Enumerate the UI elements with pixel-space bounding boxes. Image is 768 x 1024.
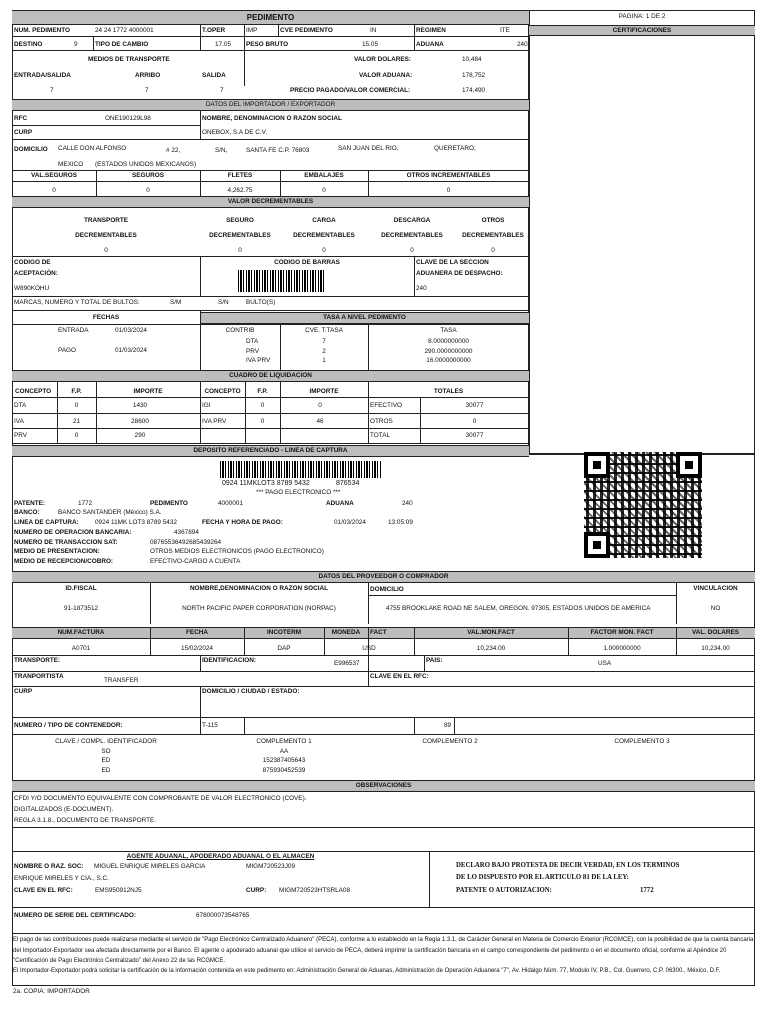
dep-aduana: 240 [402,500,413,507]
dec-v-3: 0 [410,247,414,254]
regimen-label: REGIMEN [416,27,446,34]
valor-dolares-label: VALOR DOLARES: [354,56,412,63]
tasa-r1-tasa: 290.0000000000 [424,348,473,355]
ident-comp1-1: 152387405643 [262,757,306,764]
certificaciones-frame [529,10,755,454]
destino-label: DESTINO [14,41,43,48]
transporte-label: TRANSPORTE: [14,657,61,664]
otros-incrementables-label: OTROS INCREMENTABLES [406,172,491,179]
tasa-r0-contrib: DTA [246,338,259,345]
entrada-value: 7 [50,87,54,94]
liq-h-fp2: F.P. [257,388,268,395]
dec-h1-1: SEGURO [226,217,254,224]
arribo-label: ARRIBO [135,72,161,79]
transporte-domicilio-label: DOMICILIO / CIUDAD / ESTADO: [202,688,300,695]
marcas-v1: S/M [170,299,182,306]
cve-pedimento-label: CVE PEDIMENTO [280,27,333,34]
fac-factor: 1.000000000 [603,645,641,652]
valor-aduana-label: VALOR ADUANA: [359,72,413,79]
linea-captura-barcode [220,461,382,478]
fecha-pago-value: 01/03/2024 [115,347,147,354]
regimen-value: ITE [500,27,510,34]
liq-r1-c5: 46 [316,418,324,425]
prov-nombre-label: NOMBRE,DENOMINACION O RAZON SOCIAL [189,585,329,592]
tasa-r2-tasa: 16.0000000000 [426,357,471,364]
ident-comp1-0: AA [279,748,289,755]
val-seguros-label: VAL.SEGUROS [30,172,78,179]
page-title: PEDIMENTO [246,13,295,22]
dec-h2-4: DECREMENTABLES [462,232,524,239]
precio-label: PRECIO PAGADO/VALOR COMERCIAL: [290,87,411,94]
razon-social-value: ONEBOX, S.A DE C.V. [202,129,268,136]
rfc-label: RFC [14,115,28,122]
precio-value: 174,490 [462,87,486,94]
destino-value: 9 [74,41,78,48]
dec-h1-4: OTROS [481,217,505,224]
dep-operacion-label: NUMERO DE OPERACION BANCARIA: [14,529,132,536]
identificacion-value: E996537 [334,660,360,667]
razon-social-label: NOMBRE, DENOMINACION O RAZON SOCIAL [202,115,342,122]
certificaciones-title: CERTIFICACIONES [612,27,672,34]
liq-r1-c3: IVA PRV [202,418,227,425]
prov-nombre-value: NORTH PACIFIC PAPER CORPORATION (NORPAC) [182,605,336,612]
obs-line-2: REGLA 3.1.8., DOCUMENTO DE TRANSPORTE. [14,817,157,824]
fac-incoterm: DAP [277,645,291,652]
liq-h-importe1: IMPORTE [133,388,163,395]
fac-num: A0701 [71,645,91,652]
liq-r0-c4: 0 [260,402,265,409]
agente-curp-label: CURP: [246,887,267,894]
codigo-aceptacion-label-1: CODIGO DE [14,259,51,266]
marcas-v3: BULTO(S) [246,299,276,306]
valor-dolares: 10,484 [462,56,482,63]
domicilio-ciudad: SAN JUAN DEL RIO, [338,145,399,152]
liq-r2-c2: 290 [134,432,146,439]
dep-recepcion-label: MEDIO DE RECEPCION/COBRO: [14,558,114,565]
obs-line-1: DIGITALIZADOS (E-DOCUMENT). [14,806,114,813]
dep-patente: 1772 [78,500,93,507]
liq-r0-c5: 0 [318,402,322,409]
fac-valmon: 10,234.00 [476,645,506,652]
codigo-aceptacion-value: W890KOHU [14,285,50,292]
liq-r1-c6: OTROS [370,418,393,425]
serie-certificado-value: 678000073548765 [196,912,250,919]
dep-transaccion: 08765536492685439264 [150,539,222,546]
tasa-r0-tasa: 8.0000000000 [428,338,469,345]
ident-clave-2: ED [101,767,111,774]
footer-peca-text: El pago de las contribuciones puede realizarse mediante el servicio de "Pago Electrónico Centralizado Aduanero" (PECA), conforme a lo establecido en la Regla 1.3.1. de Carácter General en Materia de Comercio Exterior (RCGMCE), con la posibilidad de que la cuenta bancaria del Importador-Exportador sea afectada directamente por el Banco. El agente o apoderado aduanal que utilice el servicio de PECA, deberá imprimir la certificación bancaria en el campo correspondiente del pedimento o en el documento oficial, conforme al Apéndice 20 "Certificación de Pago Electrónico Centralizado" del Anexo 22 de las RCGMCE. [13,937,754,965]
liq-h-concepto1: CONCEPTO [15,388,52,395]
liquidacion-title: CUADRO DE LIQUIDACION [229,372,312,379]
marcas-v2: S/N [218,299,229,306]
arribo-value: 7 [145,87,149,94]
fac-h-factor: FACTOR MON. FACT [590,629,654,636]
cve-pedimento-value: IN [370,27,377,34]
dec-h2-3: DECREMENTABLES [381,232,443,239]
dec-v-0: 0 [104,247,108,254]
clave-rfc-label: CLAVE EN EL RFC: [370,673,429,680]
pago-electronico: *** PAGO ELECTRONICO *** [256,489,341,496]
peso-bruto-value: 15.05 [362,41,378,48]
liq-h-importe2: IMPORTE [309,388,339,395]
dep-operacion: 4367894 [174,529,199,536]
dec-h1-3: DESCARGA [393,217,431,224]
dep-aduana-label: ADUANA [326,500,354,507]
seccion-value: 240 [416,285,427,292]
deposito-title: DEPOSITO REFERENCIADO - LINEA DE CAPTURA [193,447,348,454]
transportista-value: TRANSFER [104,677,139,684]
fac-dolares: 10,234.00 [701,645,730,652]
rfc-value: ONE190129L98 [105,115,151,122]
copia-label: 2a. COPIA: IMPORTADOR [13,988,90,995]
tasa-r1-cve: 2 [322,348,326,355]
dec-v-4: 0 [491,247,495,254]
liq-r0-c0: DTA [14,402,27,409]
agente-curp-corto: MIGM720523J09 [246,863,296,870]
liq-r1-c1: 21 [72,418,81,425]
t-oper-value: IMP [246,27,258,34]
fecha-pago-label: PAGO [58,347,76,354]
tasa-title: TASA A NIVEL PEDIMENTO [323,314,406,321]
liq-r2-c1: 0 [74,432,79,439]
tasa-r2-cve: 1 [322,357,326,364]
fac-moneda: USD [362,645,376,652]
fletes-label: FLETES [227,172,253,179]
vinculacion-value: NO [710,605,721,612]
declaro-line-2: DE LO DISPUESTO POR EL ARTICULO 81 DE LA LEY: [456,874,629,881]
agente-rfc-label: CLAVE EN EL RFC: [14,887,73,894]
identificacion-label: IDENTIFICACION: [202,657,256,664]
domicilio-calle: CALLE DON ALFONSO [58,145,127,152]
tasa-r0-cve: 7 [322,338,326,345]
medios-label: MEDIOS DE TRANSPORTE [88,56,170,63]
aduana-value: 240 [517,41,528,48]
otros-incrementables-value: 0 [446,187,451,194]
fac-h-fecha: FECHA [185,629,208,636]
dep-pedimento-label: PEDIMENTO [150,500,188,507]
entrada-salida-label: ENTRADA/SALIDA [14,72,71,79]
fac-h-moneda: MONEDA [331,629,361,636]
agente-nombre-2: ENRIQUE MIRELES Y CIA., S.C. [14,875,109,882]
fecha-entrada-label: ENTRADA [58,327,89,334]
dep-patente-label: PATENTE: [14,500,46,507]
curp-label: CURP [14,129,33,136]
num-pedimento-value: 24 24 1772 4000001 [95,27,154,34]
tipo-cambio-label: TIPO DE CAMBIO [95,41,149,48]
domicilio-colonia: SANTA FE C.P. 76803 [246,147,310,154]
observaciones-title: OBSERVACIONES [355,782,412,789]
liq-r2-c0: PRV [14,432,28,439]
domicilio-pais-nombre: (ESTADOS UNIDOS MEXICANOS) [95,161,197,168]
fac-h-num: NUM.FACTURA [57,629,105,636]
codigo-aceptacion-label-2: ACEPTACIÓN: [14,270,58,277]
linea-barcode-text-2: 876534 [336,480,360,487]
vinculacion-label: VINCULACION [693,585,738,592]
dep-presentacion-label: MEDIO DE PRESENTACION: [14,548,100,555]
ident-h-comp3: COMPLEMENTO 3 [614,738,670,745]
patente-autorizacion-value: 1772 [640,887,654,894]
fechas-label: FECHAS [92,314,120,321]
seccion-label-1: CLAVE DE LA SECCION [416,259,489,266]
embalajes-value: 0 [322,187,326,194]
liq-r2-c7: 30077 [465,432,484,439]
obs-line-0: CFDI Y/O DOCUMENTO EQUIVALENTE CON COMPROBANTE DE VALOR ELECTRONICO (COVE). [14,795,307,802]
tasa-r1-contrib: PRV [246,348,260,355]
ident-clave-1: ED [101,757,111,764]
tasa-h-tasa: TASA [440,327,457,334]
fac-h-valmon: VAL.MON.FACT [467,629,515,636]
fac-fecha: 15/02/2024 [181,645,213,652]
contenedor-label: NUMERO / TIPO DE CONTENEDOR: [14,722,123,729]
liq-r1-c7: 0 [472,418,477,425]
agente-curp: MIGM720523HTSRLA08 [279,887,351,894]
dep-fecha-label: FECHA Y HORA DE PAGO: [202,519,283,526]
proveedor-title: DATOS DEL PROVEEDOR O COMPRADOR [318,573,449,580]
contenedor-numero: T-115 [202,722,218,729]
seguros-label: SEGUROS [132,172,164,179]
dec-h2-1: DECREMENTABLES [209,232,271,239]
liq-r1-c4: 0 [260,418,265,425]
transportista-label: TRANPORTISTA [14,673,64,680]
dep-fecha: 01/03/2024 [334,519,366,526]
dep-banco: BANCO SANTANDER (México) S.A. [58,509,162,516]
dep-transaccion-label: NUMERO DE TRANSACCION SAT: [14,539,118,546]
domicilio-num: # 22, [166,147,181,154]
dec-h1-2: CARGA [312,217,336,224]
fac-h-incoterm: INCOTERM [266,629,302,636]
seccion-label-2: ADUANERA DE DESPACHO: [416,270,503,277]
liq-r2-c6: TOTAL [370,432,391,439]
liq-r0-c7: 30077 [465,402,484,409]
peso-bruto-label: PESO BRUTO [246,41,289,48]
prov-domicilio-value: 4755 BROOKLAKE ROAD NE SALEM, OREGON. 97305, ESTADOS UNIDOS DE AMERICA [386,605,651,612]
dec-v-2: 0 [322,247,326,254]
dec-h2-2: DECREMENTABLES [293,232,355,239]
codigo-barras-label: CODIGO DE BARRAS [274,259,340,266]
fecha-entrada-value: 01/03/2024 [115,327,147,334]
liq-r0-c2: 1430 [132,402,148,409]
liq-r1-c2: 28600 [131,418,149,425]
pais-label: PAIS: [426,657,443,664]
liq-r0-c1: 0 [74,402,79,409]
domicilio-estado: QUERETARO, [434,145,476,152]
salida-value: 7 [220,87,224,94]
tasa-r2-contrib: IVA PRV [246,357,271,364]
dep-recepcion: EFECTIVO-CARGO A CUENTA [150,558,241,565]
num-pedimento-label: NUM. PEDIMENTO [14,27,70,34]
idfiscal-value: 91-1873512 [63,605,99,612]
marcas-label: MARCAS, NUMERO Y TOTAL DE BULTOS: [14,299,140,306]
dep-linea: 0924 11MK LOT3 8789 5432 [95,519,177,526]
agente-nombre: MIGUEL ENRIQUE MIRELES GARCIA [94,863,206,870]
agente-nombre-label: NOMBRE O RAZ. SOC: [14,863,84,870]
liq-r0-c3: IGI [202,402,211,409]
decrementables-title: VALOR DECREMENTABLES [227,198,314,205]
dep-pedimento: 4000001 [218,500,243,507]
footer-certificacion-text: El Importador-Exportador podrá solicitar la certificación de la información contenida en este pedimento en: Administración General de Aduanas, Administración de Operación Aduanera "7", Av. Hidalgo Núm. 77, Modulo IV, P.B., Col. Guerrero, C.P. 06300., México, D.F. [13,968,721,974]
ident-h-comp1: COMPLEMENTO 1 [256,738,312,745]
agente-title: AGENTE ADUANAL, APODERADO ADUANAL O EL ALMACEN [126,853,315,860]
importador-title: DATOS DEL IMPORTADOR / EXPORTADOR [205,101,336,108]
ident-h-comp2: COMPLEMENTO 2 [422,738,478,745]
declaro-line-1: DECLARO BAJO PROTESTA DE DECIR VERDAD, EN LOS TERMINOS [456,862,680,869]
codigo-barras-image [238,270,326,292]
liq-r1-c0: IVA [14,418,24,425]
aduana-label: ADUANA [416,41,444,48]
fac-h-fact: FACT [370,629,387,636]
salida-label: SALIDA [202,72,226,79]
valor-aduana: 178,752 [462,72,486,79]
dec-v-1: 0 [238,247,242,254]
patente-autorizacion-label: PATENTE O AUTORIZACION: [456,887,552,894]
dec-h2-0: DECREMENTABLES [75,232,137,239]
embalajes-label: EMBALAJES [304,172,344,179]
pais-value: USA [598,660,612,667]
agente-rfc: EMS950912NJ5 [95,887,142,894]
liq-h-totales: TOTALES [433,388,464,395]
dec-h1-0: TRANSPORTE [83,217,129,224]
ident-h-clave: CLAVE / COMPL. IDENTIFICADOR [55,738,157,745]
tasa-h-contrib: CONTRIB [225,327,255,334]
serie-certificado-label: NUMERO DE SERIE DEL CERTIFICADO: [14,912,137,919]
t-oper-label: T.OPER [202,27,226,34]
tasa-h-cve: CVE. T.TASA [305,327,343,334]
domicilio-pais: MEXICO [58,161,84,168]
pagina: PAGINA: 1 DE 2 [618,13,666,20]
liq-h-concepto2: CONCEPTO [204,388,241,395]
domicilio-sn: S/N, [215,147,228,154]
val-seguros-value: 0 [52,187,56,194]
liq-h-fp1: F.P. [71,388,82,395]
tipo-cambio-value: 17.05 [215,41,231,48]
contenedor-tipo: 89 [444,722,452,729]
dep-presentacion: OTROS MEDIOS ELECTRONICOS (PAGO ELECTRONICO) [150,548,324,555]
seguros-value: 0 [146,187,150,194]
linea-barcode-text: 0924 11MKLOT3 8789 5432 [222,480,310,487]
dep-banco-label: BANCO: [14,509,40,516]
ident-comp1-2: 875930452539 [262,767,306,774]
domicilio-label: DOMICILIO [14,146,48,153]
qr-code-image [584,452,702,558]
dep-linea-label: LINEA DE CAPTURA: [14,519,79,526]
liq-r0-c6: EFECTIVO [370,402,402,409]
dep-hora: 13:05:09 [388,519,413,526]
transporte-curp-label: CURP [14,688,33,695]
fletes-value: 4,262.75 [227,187,253,194]
idfiscal-label: ID.FISCAL [65,585,97,592]
ident-clave-0: SO [101,748,111,755]
fac-h-dolares: VAL. DOLARES [691,629,740,636]
prov-domicilio-label: DOMICILIO [370,586,404,593]
